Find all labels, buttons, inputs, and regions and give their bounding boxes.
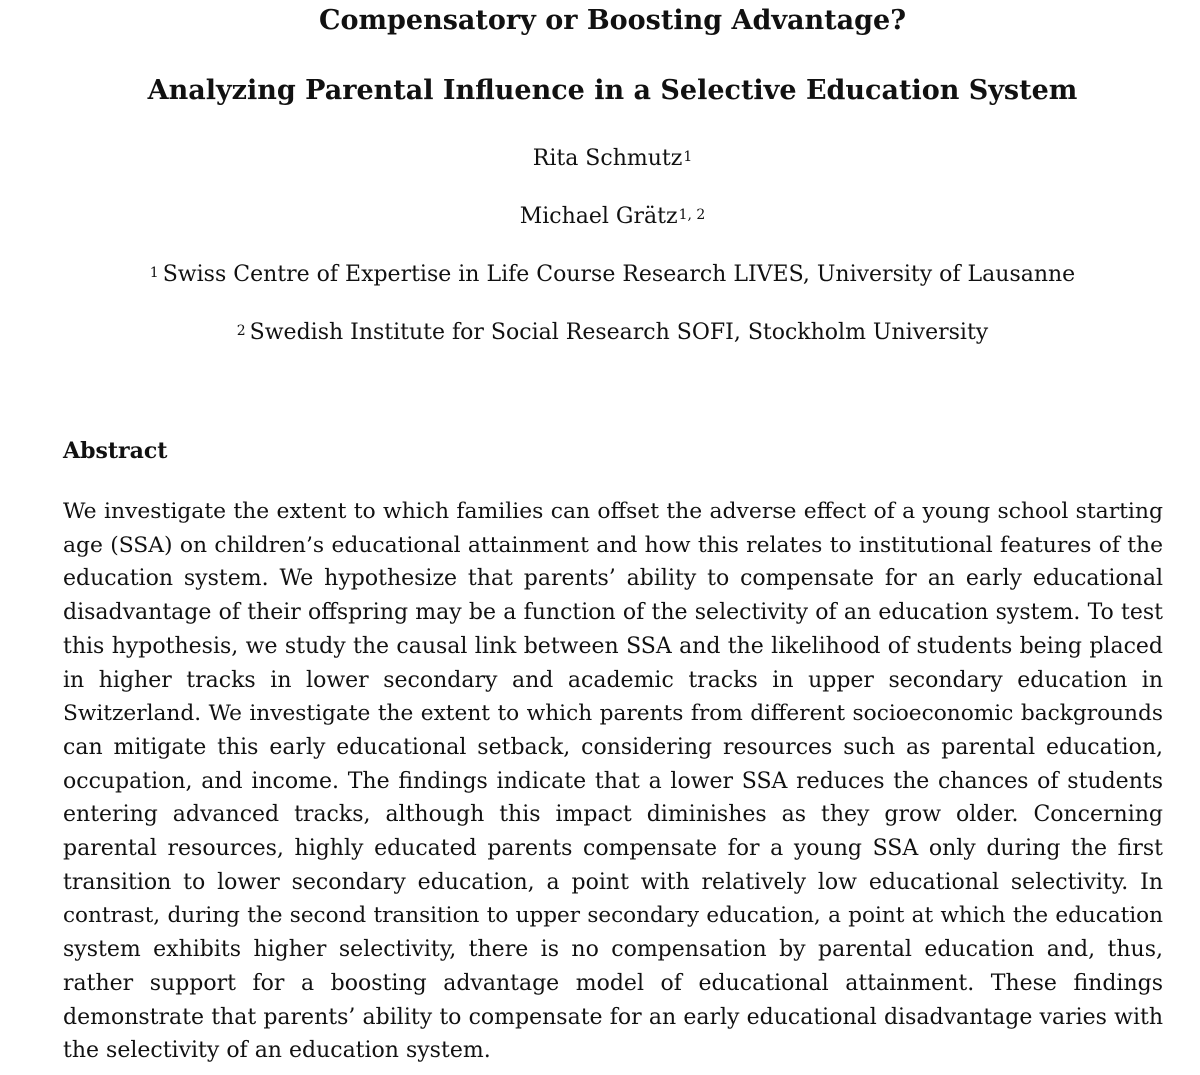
affiliation-text: Swiss Centre of Expertise in Life Course Research LIVES, University of Lausanne: [162, 262, 1076, 287]
abstract-line: occupation, and income. The findings indicate that a lower SSA reduces the chances of students: [63, 768, 1163, 794]
abstract-line: contrast, during the second transition to upper secondary education, a point at which the education: [63, 903, 1163, 929]
abstract-line: parental resources, highly educated parents compensate for a young SSA only during the first: [63, 836, 1163, 862]
abstract-line: demonstrate that parents’ ability to compensate for an early educational disadvantage varies with: [63, 1004, 1163, 1030]
affiliation-marker: 1: [149, 265, 159, 281]
author-2: [0, 202, 1200, 232]
affiliation-text: Swedish Institute for Social Research SOFI, Stockholm University: [249, 320, 989, 345]
author-name: Michael Grätz: [519, 204, 678, 229]
abstract-line: transition to lower secondary education, a point with relatively low educational selectivity. In: [63, 869, 1163, 895]
abstract-line: education system. We hypothesize that parents’ ability to compensate for an early educational: [63, 566, 1163, 592]
paper-title-line-1: Compensatory or Boosting Advantage?: [318, 5, 907, 36]
abstract-line: rather support for a boosting advantage model of educational attainment. These findings: [63, 970, 1163, 996]
abstract-line: Switzerland. We investigate the extent to which parents from different socioeconomic backgrounds: [63, 701, 1163, 727]
abstract-line: disadvantage of their offspring may be a function of the selectivity of an education system. To test: [63, 600, 1163, 626]
abstract-line: system exhibits higher selectivity, there is no compensation by parental education and, thus,: [63, 937, 1163, 963]
paper-title-line-2: Analyzing Parental Influence in a Selective Education System: [147, 75, 1078, 106]
affiliation-2: [0, 318, 1200, 348]
abstract-heading: Abstract: [63, 438, 168, 464]
abstract-body: [63, 495, 1163, 1068]
abstract-line: this hypothesis, we study the causal link between SSA and the likelihood of students being placed: [63, 633, 1163, 659]
author-affiliation-marker: 1: [683, 149, 693, 165]
author-1: [0, 144, 1200, 174]
affiliation-marker: 2: [236, 323, 246, 339]
author-affiliation-marker: 1, 2: [678, 207, 706, 223]
abstract-line: the selectivity of an education system.: [63, 1038, 491, 1064]
abstract-line: in higher tracks in lower secondary and academic tracks in upper secondary education in: [63, 667, 1163, 693]
abstract-line: We investigate the extent to which families can offset the adverse effect of a young school starting: [63, 499, 1163, 524]
author-name: Rita Schmutz: [532, 146, 683, 171]
affiliation-1: [0, 260, 1200, 290]
abstract-line: entering advanced tracks, although this impact diminishes as they grow older. Concerning: [63, 802, 1163, 828]
abstract-line: can mitigate this early educational setback, considering resources such as parental education,: [63, 734, 1163, 760]
abstract-line: age (SSA) on children’s educational attainment and how this relates to institutional features of the: [63, 532, 1163, 558]
